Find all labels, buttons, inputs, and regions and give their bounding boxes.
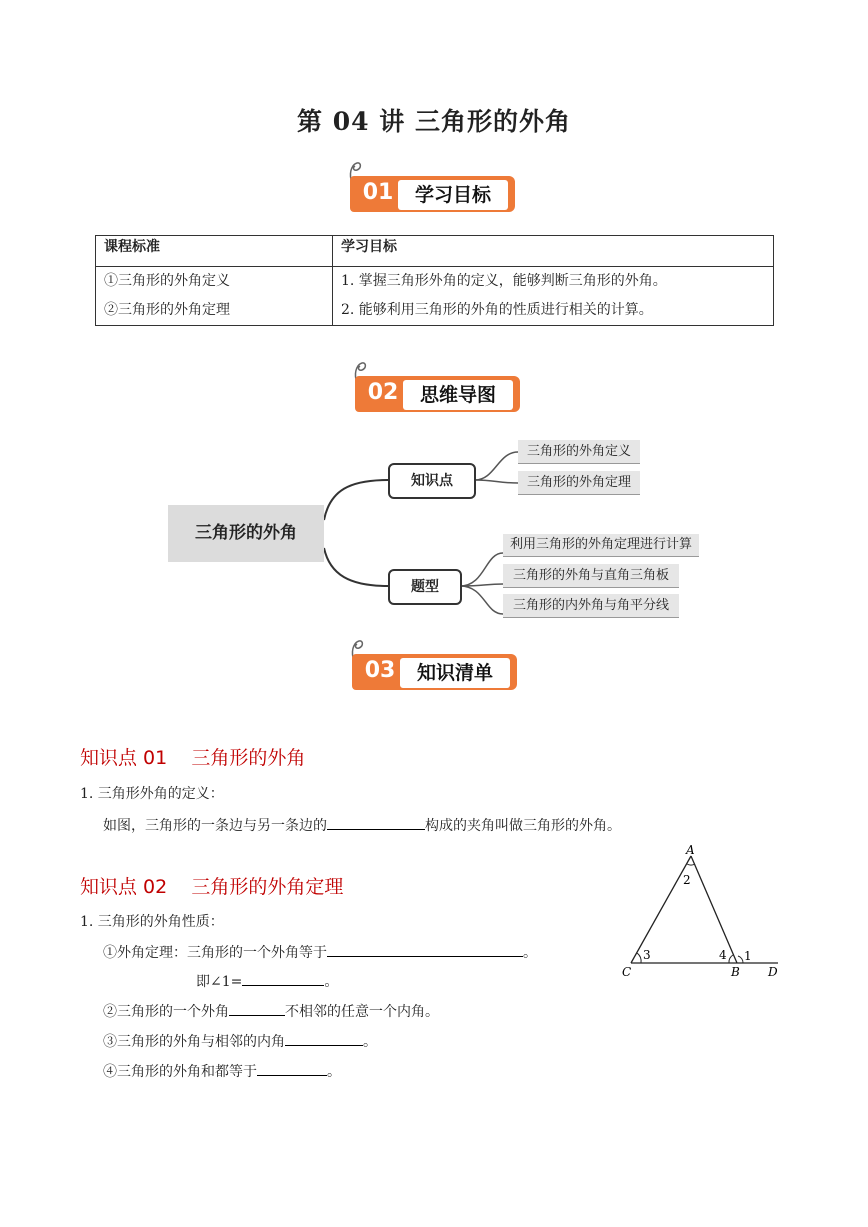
property-line xyxy=(103,942,537,962)
mind-map-leaf: 利用三角形的外角定理进行计算 xyxy=(503,534,699,557)
vertex-label-b: B xyxy=(731,965,740,979)
mind-map-leaf: 三角形的外角定义 xyxy=(518,440,640,464)
fill-blank[interactable] xyxy=(229,1001,285,1016)
sentence-text: ④三角形的外角和都等于 xyxy=(103,1064,257,1080)
vertex-label-c: C xyxy=(622,965,632,979)
sentence-text: 构成的夹角叫做三角形的外角。 xyxy=(425,818,621,834)
standard-item: ②三角形的外角定理 xyxy=(104,302,230,318)
section-label: 学习目标 xyxy=(398,180,508,210)
goal-item: 1. 掌握三角形外角的定义，能够判断三角形的外角。 xyxy=(341,273,667,289)
fill-blank[interactable] xyxy=(327,815,425,830)
sentence-text: 如图，三角形的一条边与另一条边的 xyxy=(103,818,327,834)
goal-item: 2. 能够利用三角形的外角的性质进行相关的计算。 xyxy=(341,302,653,318)
mind-map-node-types: 题型 xyxy=(388,569,462,605)
sentence-text: 。 xyxy=(363,1034,377,1050)
property-line xyxy=(103,1061,341,1081)
mind-map-node-knowledge: 知识点 xyxy=(388,463,476,499)
angle-label-4: 4 xyxy=(719,948,727,962)
fill-blank[interactable] xyxy=(242,971,324,986)
fill-blank[interactable] xyxy=(327,942,523,957)
page-title: 第 04 讲 三角形的外角 xyxy=(297,107,571,136)
property-line xyxy=(196,971,338,991)
sentence-text: 。 xyxy=(523,945,537,961)
knowledge-point-heading: 知识点 02 三角形的外角定理 xyxy=(80,876,344,898)
angle-label-2: 2 xyxy=(683,873,691,887)
sentence-text: ②三角形的一个外角 xyxy=(103,1004,229,1020)
angle-label-3: 3 xyxy=(643,948,651,962)
angle-label-1: 1 xyxy=(744,949,752,963)
property-line xyxy=(103,1031,377,1051)
triangle-figure xyxy=(610,840,790,985)
property-item: 1. 三角形的外角性质： xyxy=(80,914,224,930)
section-number: 02 xyxy=(367,380,399,405)
section-number: 01 xyxy=(362,180,394,205)
mind-map-leaf: 三角形的内外角与角平分线 xyxy=(503,594,679,618)
sentence-text: 。 xyxy=(327,1064,341,1080)
definition-sentence xyxy=(103,815,621,835)
property-line xyxy=(103,1001,439,1021)
sentence-text: 即∠1= xyxy=(196,974,243,990)
fill-blank[interactable] xyxy=(285,1031,363,1046)
standard-item: ①三角形的外角定义 xyxy=(104,273,230,289)
section-number: 03 xyxy=(364,658,396,683)
section-label: 知识清单 xyxy=(400,658,510,688)
section-label: 思维导图 xyxy=(403,380,513,410)
mind-map-center: 三角形的外角 xyxy=(168,505,324,562)
sentence-text: 。 xyxy=(324,974,339,990)
fill-blank[interactable] xyxy=(257,1061,327,1076)
sentence-text: ①外角定理：三角形的一个外角等于 xyxy=(103,945,327,961)
table-header-standard: 课程标准 xyxy=(96,236,333,267)
table-header-goal: 学习目标 xyxy=(333,236,774,267)
vertex-label-a: A xyxy=(686,843,695,857)
sentence-text: 不相邻的任意一个内角。 xyxy=(285,1004,439,1020)
mind-map-leaf: 三角形的外角与直角三角板 xyxy=(503,564,679,588)
knowledge-point-heading: 知识点 01 三角形的外角 xyxy=(80,747,306,769)
mind-map-leaf: 三角形的外角定理 xyxy=(518,471,640,495)
vertex-label-d: D xyxy=(768,965,778,979)
definition-item: 1. 三角形外角的定义： xyxy=(80,786,224,802)
sentence-text: ③三角形的外角与相邻的内角 xyxy=(103,1034,285,1050)
